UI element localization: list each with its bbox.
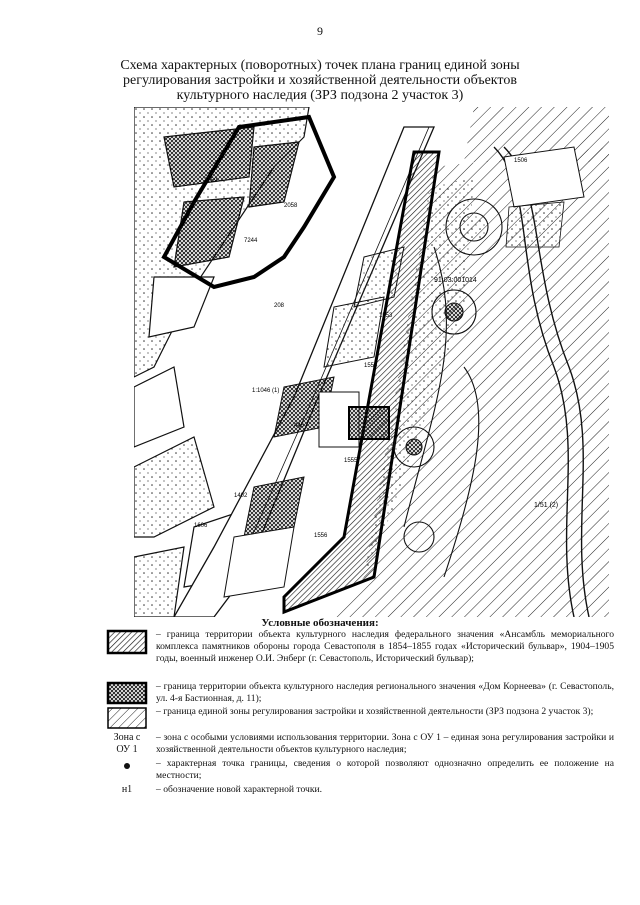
map-label-bldg: 1606 [194,523,208,529]
legend-symbol-zone-ou1: Зона с ОУ 1 [113,732,141,755]
map-label-bldg: 1553 [379,313,393,319]
map-label-bldg: 1402 [234,493,248,499]
legend-swatch-regional [106,681,148,709]
page-number: 9 [317,24,323,38]
map-label-parcel-main: 91:03:001014 [434,277,477,284]
legend-swatch-zrz [106,706,148,734]
regional-object [349,407,389,439]
map-label-bldg: 1556 [314,533,328,539]
legend-text-zone-ou1: – зона с особыми условиями использования территории. Зона с ОУ 1 – единая зона регулирования застройки и хозяйственной деятельности объектов культурного наследия; [156,732,614,755]
map-label-bldg: 2058 [284,203,298,209]
legend-heading: Условные обозначения: [261,617,379,629]
point-dot-icon [124,763,130,769]
legend-text-zrz: – граница единой зоны регулирования застройки и хозяйственной деятельности (ЗРЗ подзона 2 участок 3); [156,706,594,717]
legend-symbol-new-point: н1 [121,784,133,795]
map-label-bldg: 208 [274,303,285,309]
document-title: Схема характерных (поворотных) точек плана границ единой зоны регулирования застройки и хозяйственной деятельности объектов культурного наследия (ЗРЗ подзона 2 участок 3) [120,58,520,103]
map-label-bldg: 446 [294,423,305,429]
legend-symbol-point [106,758,148,769]
map-label-parcel-3: 1:1046 (1) [252,388,280,394]
building-top-right [504,147,584,207]
map-label-bldg: 7244 [244,238,258,244]
map-label-bldg: 1506 [514,158,528,164]
cadastral-map [134,107,609,617]
legend-swatch-federal [106,629,148,659]
legend-text-new-point: – обозначение новой характерной точки. [156,784,323,795]
map-label-bldg: 1554 [364,363,378,369]
legend-text-regional: – граница территории объекта культурного наследия регионального значения «Дом Корнеева» (г. Севастополь, ул. 4-я Бастионная, д. 11); [156,681,614,704]
map-label-bldg: 2059 [204,178,218,184]
map-label-parcel-2: 1/51 (2) [534,502,559,509]
legend-text-federal: – граница территории объекта культурного наследия федерального значения «Ансамбль мемориального комплекса памятников обороны города Севастополя в 1854–1855 годах «Исторический бульвар», 1904–1905 годы, военный инженер О.И. Энберг (г. Севастополь, Исторический бульвар); [156,629,614,664]
legend-text-point: – характерная точка границы, сведения о которой позволяют однозначно определить ее положение на местности; [156,758,614,781]
map-label-bldg: 1555 [344,458,358,464]
